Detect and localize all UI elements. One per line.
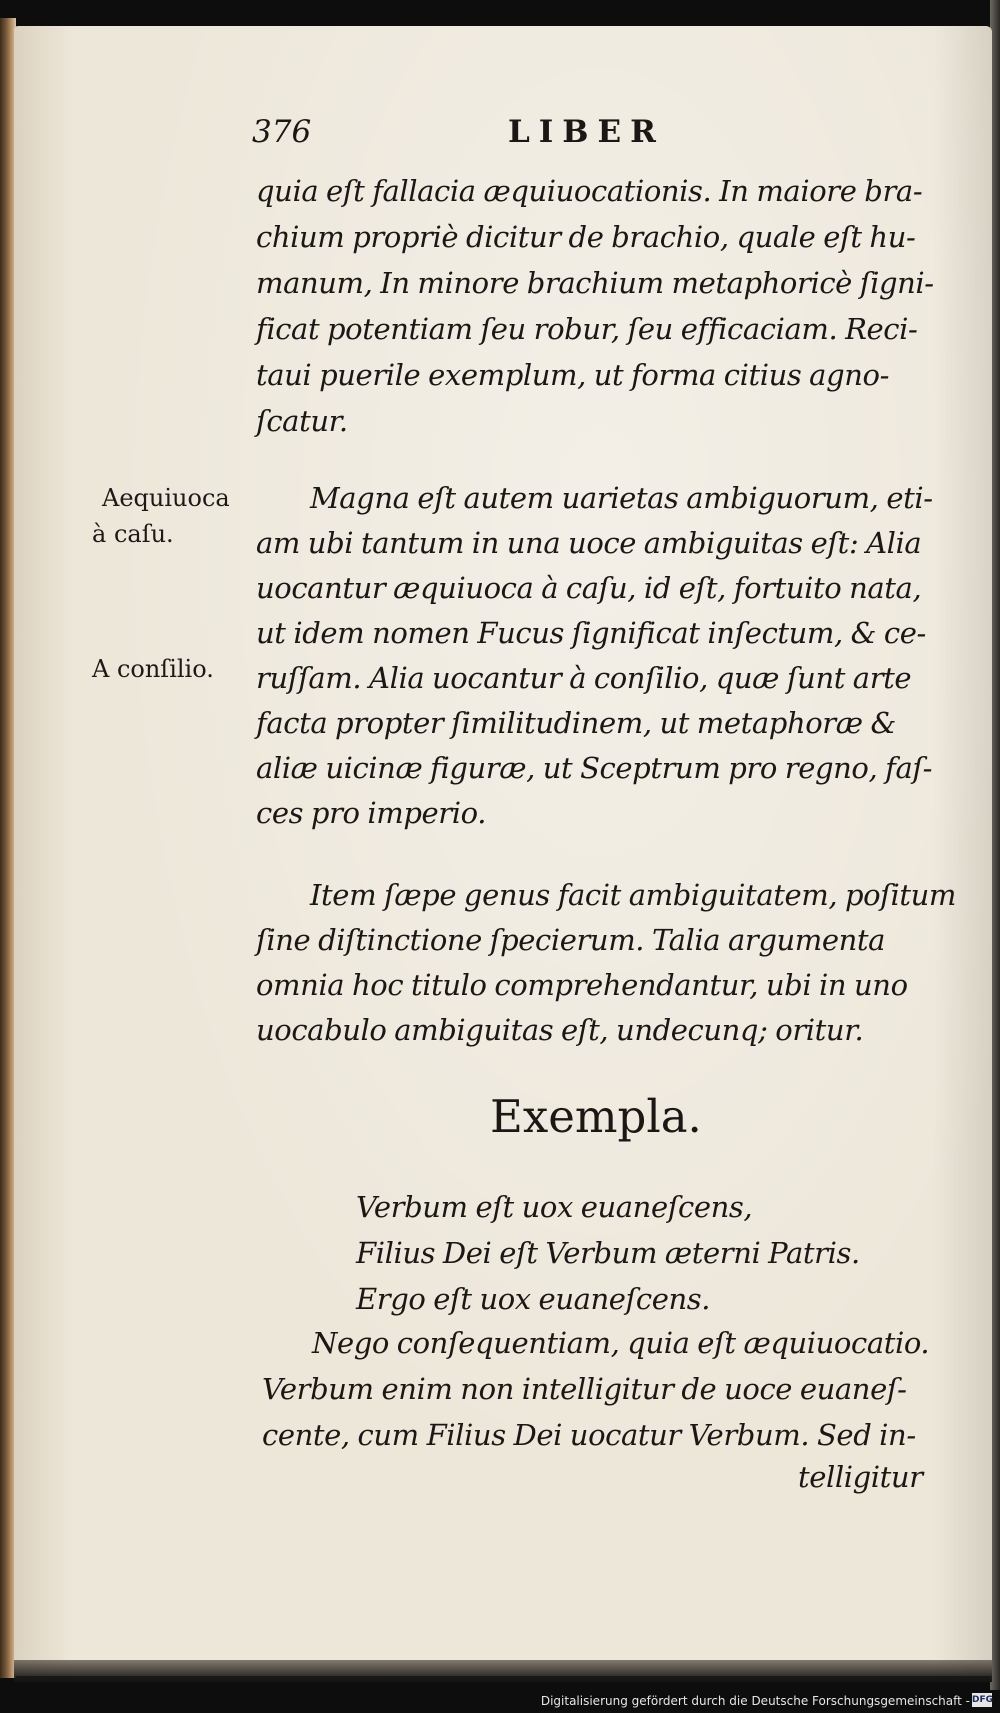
text-line: ut idem nomen Fucus ſignificat inſectum, & ce-: [256, 616, 926, 650]
page-number: 376: [252, 114, 312, 150]
text-line: Verbum eſt uox euaneſcens,: [356, 1190, 753, 1224]
text-line: ficat potentiam ſeu robur, ſeu efficaciam. Reci-: [256, 312, 918, 346]
text-line: quia eſt fallacia æquiuocationis. In maiore bra-: [256, 174, 923, 208]
text-line: omnia hoc titulo comprehendantur, ubi in uno: [256, 968, 908, 1002]
text-line: manum, In minore brachium metaphoricè ſigni-: [256, 266, 934, 300]
text-line: Item ſæpe genus facit ambiguitatem, poſitum: [310, 878, 957, 912]
running-title: LIBER: [508, 114, 665, 150]
text-line: aliæ uicinæ figuræ, ut Sceptrum pro regno, faſ-: [256, 751, 933, 785]
text-line: Filius Dei eſt Verbum æterni Patris.: [356, 1236, 860, 1270]
text-line: uocabulo ambiguitas eſt, undecunq; oritur.: [256, 1013, 864, 1047]
text-line: ſcatur.: [256, 404, 348, 438]
text-line: Ergo eſt uox euaneſcens.: [356, 1282, 711, 1316]
text-line: facta propter ſimilitudinem, ut metaphoræ &: [256, 706, 896, 740]
digitization-credit: Digitalisierung gefördert durch die Deutsche Forschungsgemeinschaft -: [540, 1694, 970, 1708]
margin-note-a-consilio: A conſilio.: [92, 655, 214, 683]
section-heading: Exempla.: [490, 1090, 702, 1143]
text-line: Verbum enim non intelligitur de uoce euaneſ-: [262, 1372, 907, 1406]
text-line: am ubi tantum in una uoce ambiguitas eſt: Alia: [256, 526, 922, 560]
text-line: ruſſam. Alia uocantur à conſilio, quæ ſunt arte: [256, 661, 912, 695]
margin-note-aequiuoca: Aequiuoca: [102, 484, 230, 512]
text-line: cente, cum Filius Dei uocatur Verbum. Sed in-: [262, 1418, 916, 1452]
text-line: Magna eſt autem uarietas ambiguorum, eti-: [310, 481, 933, 515]
text-line: Nego conſequentiam, quia eſt æquiuocatio.: [312, 1326, 930, 1360]
text-line: taui puerile exemplum, ut forma citius agno-: [256, 358, 889, 392]
margin-note-a-casu: à caſu.: [92, 520, 174, 548]
text-line: chium propriè dicitur de brachio, quale eſt hu-: [256, 220, 916, 254]
catchword: telligitur: [798, 1460, 923, 1494]
dfg-logo: DFG: [972, 1695, 994, 1705]
text-line: ſine diſtinctione ſpecierum. Talia argumenta: [256, 923, 886, 957]
page-bottom-shadow: [14, 1660, 992, 1682]
text-line: ces pro imperio.: [256, 796, 487, 830]
text-line: uocantur æquiuoca à caſu, id eſt, fortuito nata,: [256, 571, 922, 605]
